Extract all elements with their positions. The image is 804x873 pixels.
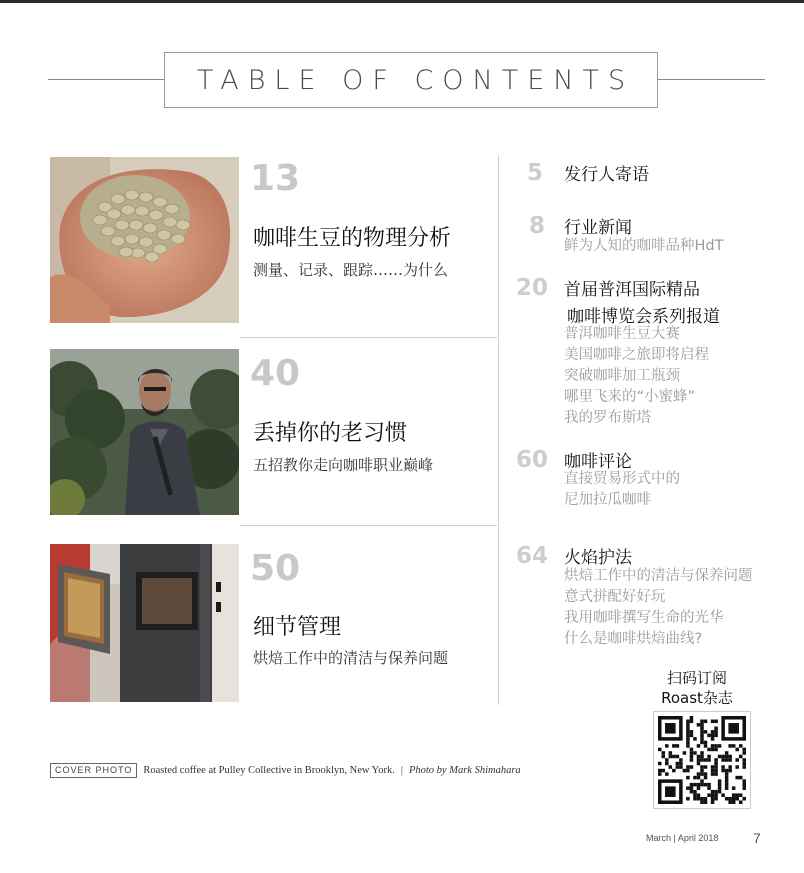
page-number: 7 [753,830,761,846]
section-title[interactable]: 咖啡评论 [564,452,632,472]
section-item[interactable]: 哪里飞来的“小蜜蜂” [564,389,696,405]
section-title[interactable]: 首届普洱国际精品 [564,280,700,300]
section-item[interactable]: 我的罗布斯塔 [564,410,651,426]
section-page-number: 20 [515,275,548,301]
section-title[interactable]: 行业新闻 [564,218,632,238]
subscribe-label: 扫码订阅 [666,669,727,687]
title-rule-right [657,79,765,80]
title-rule-left [48,79,164,80]
feature-page-number: 13 [250,158,301,199]
section-page-number: 60 [515,447,548,473]
page-title: TABLE OF CONTENTS [196,64,635,96]
caption-text: Roasted coffee at Pulley Collective in Brooklyn, New York. [143,765,395,776]
section-title[interactable]: 火焰护法 [564,548,632,568]
feature-divider [240,525,497,526]
title-box [164,52,658,108]
section-page-number: 64 [515,543,548,569]
cover-photo-tag: COVER PHOTO [50,763,137,778]
section-item[interactable]: 直接贸易形式中的 [564,471,680,487]
feature-title[interactable]: 咖啡生豆的物理分析 [253,226,452,251]
feature-page-number: 40 [250,353,301,394]
subscribe-label-2: Roast杂志 [661,689,733,707]
section-title[interactable]: 发行人寄语 [564,165,649,185]
section-item[interactable]: 尼加拉瓜咖啡 [564,492,651,508]
issue-date: March | April 2018 [646,833,719,843]
caption-separator: | [400,765,403,776]
feature-page-number: 50 [250,548,301,589]
section-page-number: 5 [526,160,543,186]
section-title-line2[interactable]: 咖啡博览会系列报道 [567,307,720,327]
section-item[interactable]: 美国咖啡之旅即将启程 [564,347,709,363]
feature-subtitle: 五招教你走向咖啡职业巅峰 [253,456,434,474]
section-item[interactable]: 突破咖啡加工瓶颈 [564,368,680,384]
feature-divider [240,337,497,338]
top-border [0,0,804,3]
section-item[interactable]: 意式拼配好好玩 [564,589,666,605]
section-item[interactable]: 普洱咖啡生豆大赛 [564,326,680,342]
section-item[interactable]: 鲜为人知的咖啡品种HdT [564,238,724,254]
section-item[interactable]: 我用咖啡撰写生命的光华 [564,610,724,626]
feature-subtitle: 烘焙工作中的清洁与保养问题 [253,649,449,667]
feature-subtitle: 测量、记录、跟踪……为什么 [253,261,449,279]
section-item[interactable]: 烘焙工作中的清洁与保养问题 [564,568,753,584]
qr-code-icon[interactable] [653,711,751,809]
section-page-number: 8 [528,213,545,239]
cover-caption [50,763,521,778]
photo-farmer [50,349,239,515]
photo-roaster [50,544,239,702]
photo-credit: Photo by Mark Shimahara [408,765,521,776]
photo-green-beans [50,157,239,323]
feature-title[interactable]: 细节管理 [253,615,342,640]
section-item[interactable]: 什么是咖啡烘焙曲线? [564,631,703,647]
feature-title[interactable]: 丢掉你的老习惯 [253,421,408,446]
